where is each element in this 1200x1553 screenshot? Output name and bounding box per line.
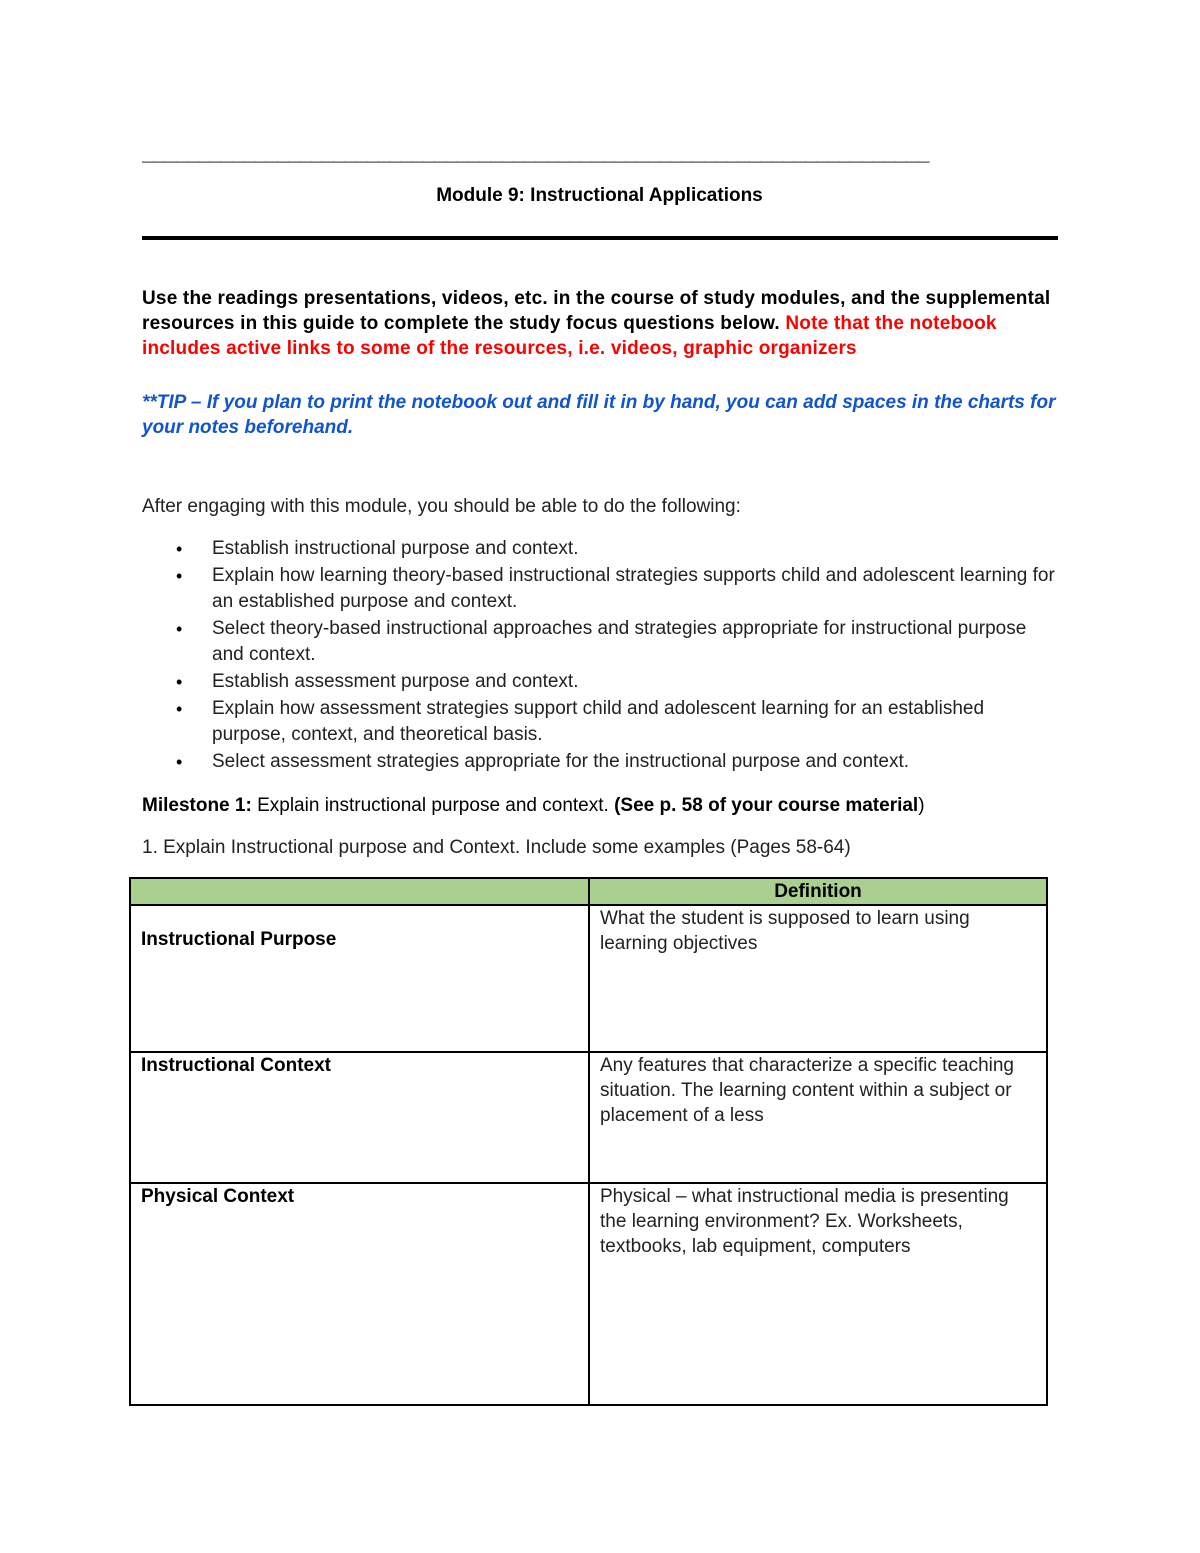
title-divider — [142, 236, 1058, 240]
table-row — [130, 905, 1047, 1052]
row-definition[interactable]: Any features that characterize a specific teaching situation. The learning content within a subject or placement of a less — [589, 1052, 1047, 1183]
row-label: Instructional Context — [130, 1052, 589, 1183]
objectives-list — [142, 536, 1062, 775]
objectives-intro: After engaging with this module, you should be able to do the following: — [142, 496, 741, 517]
list-item — [142, 616, 1062, 669]
list-item — [142, 749, 1062, 776]
table-header-definition: Definition — [589, 878, 1047, 905]
top-rule: ______________________________________________________________________ — [142, 141, 929, 165]
bullet-icon: • — [176, 539, 183, 559]
row-label-text: Instructional Purpose — [141, 928, 337, 950]
objective-text: Explain how assessment strategies support child and adolescent learning for an established purpose, context, and theoretical basis. — [212, 697, 985, 746]
objective-text: Establish instructional purpose and context. — [212, 538, 579, 559]
bullet-icon: • — [176, 671, 183, 692]
instructions-paragraph — [142, 286, 1057, 361]
milestone-ref-close: ) — [918, 795, 925, 816]
milestone-ref-open: ( — [614, 795, 621, 816]
row-definition[interactable]: What the student is supposed to learn using learning objectives — [589, 905, 1047, 1052]
bullet-icon: • — [176, 565, 183, 586]
table-header-blank — [130, 878, 589, 905]
bullet-icon: • — [176, 751, 183, 772]
objective-text: Establish assessment purpose and context. — [212, 670, 579, 692]
objective-text: Explain how learning theory-based instructional strategies supports child and adolescent learning for an established purpose and context. — [212, 564, 1055, 613]
bullet-icon: • — [176, 618, 183, 639]
milestone-heading — [142, 793, 925, 819]
page-title: Module 9: Instructional Applications — [436, 185, 763, 206]
milestone-text: Explain instructional purpose and context. — [257, 795, 609, 816]
list-item — [142, 696, 1062, 749]
list-item — [142, 669, 1062, 696]
objective-text: Select theory-based instructional approaches and strategies appropriate for instructional purpose and context. — [212, 617, 1027, 666]
table-header-row — [130, 878, 1047, 905]
question-text: 1. Explain Instructional purpose and Context. Include some examples (Pages 58-64) — [142, 837, 851, 858]
tip-text: **TIP – If you plan to print the notebook out and fill it in by hand, you can add spaces in the charts for your notes beforehand. — [142, 392, 1056, 438]
objective-text: Select assessment strategies appropriate for the instructional purpose and context. — [212, 750, 910, 772]
milestone-label: Milestone 1: — [142, 795, 252, 816]
bullet-icon: • — [176, 698, 183, 719]
table-row — [130, 1183, 1047, 1405]
instructions-note: Note that the notebook includes active links to some of the resources, i.e. videos, graphic organizers — [142, 313, 997, 359]
row-label: Physical Context — [130, 1183, 589, 1405]
milestone-ref: See p. 58 of your course material — [620, 795, 919, 816]
instructions-main: Use the readings presentations, videos, etc. in the course of study modules, and the supplemental resources in this guide to complete the study focus questions below. — [142, 288, 1051, 334]
definition-table — [129, 877, 1048, 1406]
list-item — [142, 563, 1062, 616]
row-label — [130, 905, 589, 1052]
row-definition[interactable]: Physical – what instructional media is presenting the learning environment? Ex. Worksheets, textbooks, lab equipment, computers — [589, 1183, 1047, 1405]
table-row — [130, 1052, 1047, 1183]
list-item — [142, 536, 1062, 563]
